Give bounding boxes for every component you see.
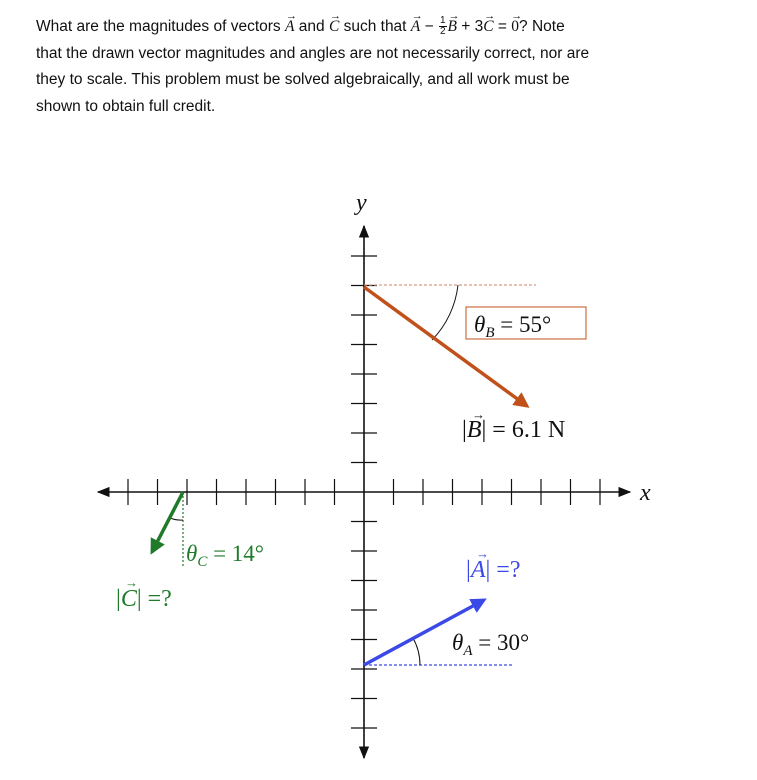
- zero-vector-symbol: → 0: [511, 14, 519, 41]
- vector-c-magnitude-label: |C| =?: [116, 586, 172, 612]
- vector-a-symbol: → A: [285, 14, 294, 41]
- vector-c-magnitude-arrow-icon: →: [125, 575, 138, 590]
- problem-line-4: shown to obtain full credit.: [36, 97, 216, 115]
- vector-a-magnitude-arrow-icon: →: [476, 546, 489, 561]
- vector-c-arrow: [152, 492, 183, 552]
- vector-c-symbol: → C: [483, 14, 493, 41]
- equals-sign: =: [493, 18, 512, 35]
- vector-b-magnitude-arrow-icon: →: [472, 407, 485, 422]
- problem-text: ? Note: [519, 18, 565, 35]
- vector-b-symbol: → B: [448, 14, 457, 41]
- vector-c-angle-arc: [170, 518, 183, 520]
- problem-line-2: that the drawn vector magnitudes and angles are not necessarily correct, nor are: [36, 44, 590, 62]
- fraction-numerator: 1: [439, 15, 446, 27]
- vector-a-symbol: → A: [411, 14, 420, 41]
- plus-three: + 3: [456, 18, 484, 35]
- problem-text: What are the magnitudes of vectors: [36, 18, 285, 35]
- vector-a-angle-arc: [413, 638, 420, 665]
- x-axis-label: x: [640, 480, 651, 506]
- problem-text: and: [294, 18, 329, 35]
- problem-line-3: they to scale. This problem must be solved algebraically, and all work must be: [36, 71, 570, 88]
- fraction-denominator: 2: [439, 26, 446, 38]
- vector-a-angle-label: $\theta_A = 30^\circ$: [452, 630, 530, 659]
- vector-a-magnitude-label: |A| =?: [466, 557, 521, 583]
- vector-b-angle-arc: [432, 285, 458, 340]
- vector-b-magnitude-label: |B| = 6.1 N: [462, 417, 566, 443]
- minus-sign: −: [420, 18, 438, 35]
- vector-b-angle-label: $\theta_B = 55^\circ$: [474, 312, 552, 341]
- vector-c-angle-label: $\theta_C = 14^\circ$: [186, 541, 264, 570]
- vector-c-symbol: → C: [329, 14, 339, 41]
- problem-text: such that: [339, 18, 411, 35]
- vector-b-arrow: [364, 287, 527, 406]
- y-axis-label: y: [356, 190, 367, 216]
